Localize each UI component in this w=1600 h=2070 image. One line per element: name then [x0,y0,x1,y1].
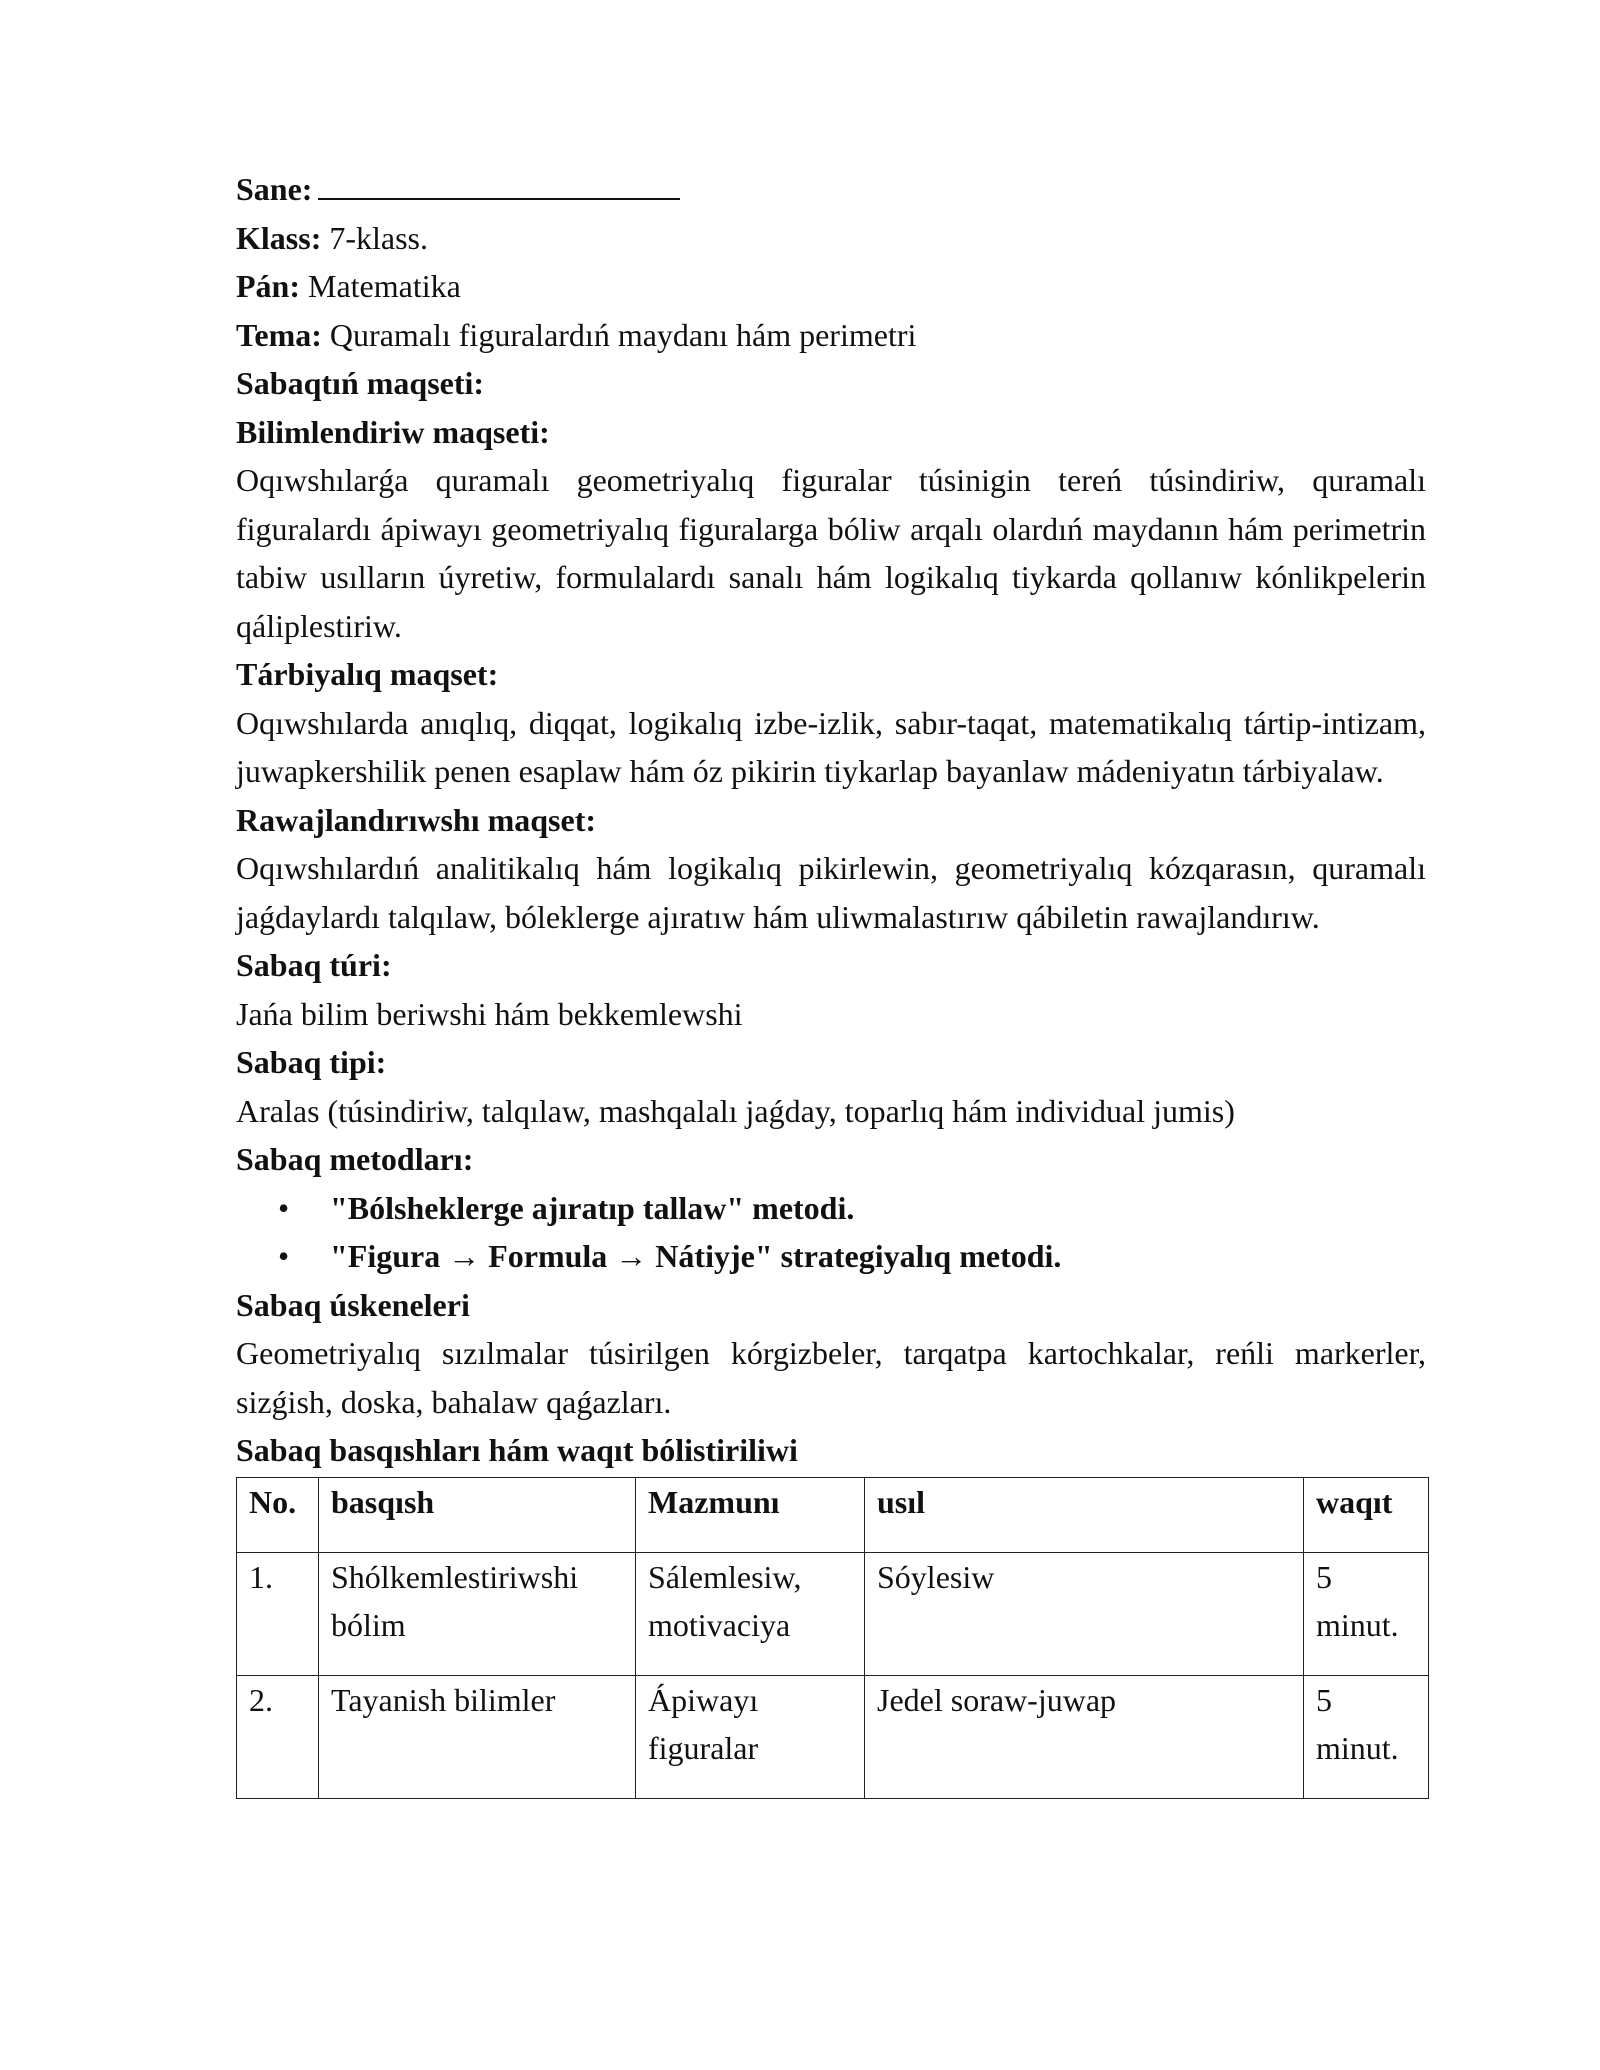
table-row [237,1552,1429,1675]
upbringing-goal-heading: Tárbiyalıq maqset: [236,656,499,692]
topic-value: Quramalı figuralardıń maydanı hám perimetri [329,316,917,353]
column-header-content: Mazmunı [636,1477,865,1552]
lesson-type-heading: Sabaq túri: [236,947,392,983]
stages-heading: Sabaq basqıshları hám waqıt bólistiriliwi [236,1432,798,1468]
table-cell: Jedel soraw-juwap [865,1675,1304,1798]
table-cell: Sóylesiw [865,1552,1304,1675]
table-cell: 5 minut. [1304,1675,1429,1798]
table-cell: Shólkemlestiriwshi bólim [319,1552,636,1675]
table-cell: 2. [237,1675,319,1798]
subject-line [236,262,1426,311]
table-header-row [237,1477,1429,1552]
column-header-no: No. [237,1477,319,1552]
lesson-plan-page [236,165,1426,1799]
subject-label: Pán: [236,268,300,304]
column-header-stage: basqısh [319,1477,636,1552]
class-value: 7-klass. [329,219,428,256]
lesson-kind-heading: Sabaq tipi: [236,1044,387,1080]
stages-table [236,1477,1429,1799]
educational-goal-heading: Bilimlendiriw maqseti: [236,413,550,450]
method-text: "Figura → Formula → Nátiyje" strategiyalıq metodi. [330,1238,1062,1274]
bullet-icon: • [278,1189,290,1226]
class-line [236,214,1426,263]
goals-heading: Sabaqtıń maqseti: [236,365,485,401]
lesson-methods-heading: Sabaq metodları: [236,1141,474,1177]
date-label: Sane: [236,171,313,207]
upbringing-goal-text: Oqıwshılarda anıqlıq, diqqat, logikalıq izbe-izlik, sabır-taqat, matematikalıq tártip-intizam, juwapkershilik penen esaplaw hám óz pikirin tiykarlap bayanlaw mádeniyatın tárbiyalaw. [236,704,1426,789]
date-line [236,165,1426,214]
class-label: Klass: [236,219,322,256]
table-cell: Ápiwayı figuralar [636,1675,865,1798]
lesson-type-text: Jańa bilim beriwshi hám bekkemlewshi [236,995,743,1032]
method-text: "Bólsheklerge ajıratıp tallaw" metodi. [330,1189,855,1226]
lesson-kind-text: Aralas (túsindiriw, talqılaw, mashqalalı jaǵday, toparlıq hám individual jumis) [236,1092,1235,1129]
developmental-goal-text: Oqıwshılardıń analitikalıq hám logikalıq pikirlewin, geometriyalıq kózqarasın, quramalı jaǵdaylardı talqılaw, bóleklerge ajıratıw hám uliwmalastırıw qábiletin rawajlandırıw. [236,850,1426,935]
topic-line [236,311,1426,360]
bullet-icon: • [278,1238,290,1274]
list-item [278,1184,1426,1233]
column-header-method: usıl [865,1477,1304,1552]
topic-label: Tema: [236,316,322,353]
table-cell: Sálemlesiw, motivaciya [636,1552,865,1675]
equipment-text: Geometriyalıq sızılmalar túsirilgen kórgizbeler, tarqatpa kartochkalar, reńli markerler, sizǵish, doska, bahalaw qaǵazları. [236,1335,1426,1420]
lesson-methods-list [236,1184,1426,1281]
table-cell: 1. [237,1552,319,1675]
list-item [278,1232,1426,1281]
date-blank-field [318,166,680,200]
equipment-heading: Sabaq úskeneleri [236,1286,470,1323]
table-cell: 5 minut. [1304,1552,1429,1675]
developmental-goal-heading: Rawajlandırıwshı maqset: [236,801,597,838]
table-cell: Tayanish bilimler [319,1675,636,1798]
column-header-time: waqıt [1304,1477,1429,1552]
subject-value: Matematika [308,268,461,304]
table-row [237,1675,1429,1798]
educational-goal-text: Oqıwshılarǵa quramalı geometriyalıq figuralar túsinigin tereń túsindiriw, quramalı figuralardı ápiwayı geometriyalıq figuralarga bóliw arqalı olardıń maydanın hám perimetrin tabiw usılların úyretiw, formulalardı sanalı hám logikalıq tiykarda qollanıw kónlikpelerin qáliplestiriw. [236,462,1426,644]
